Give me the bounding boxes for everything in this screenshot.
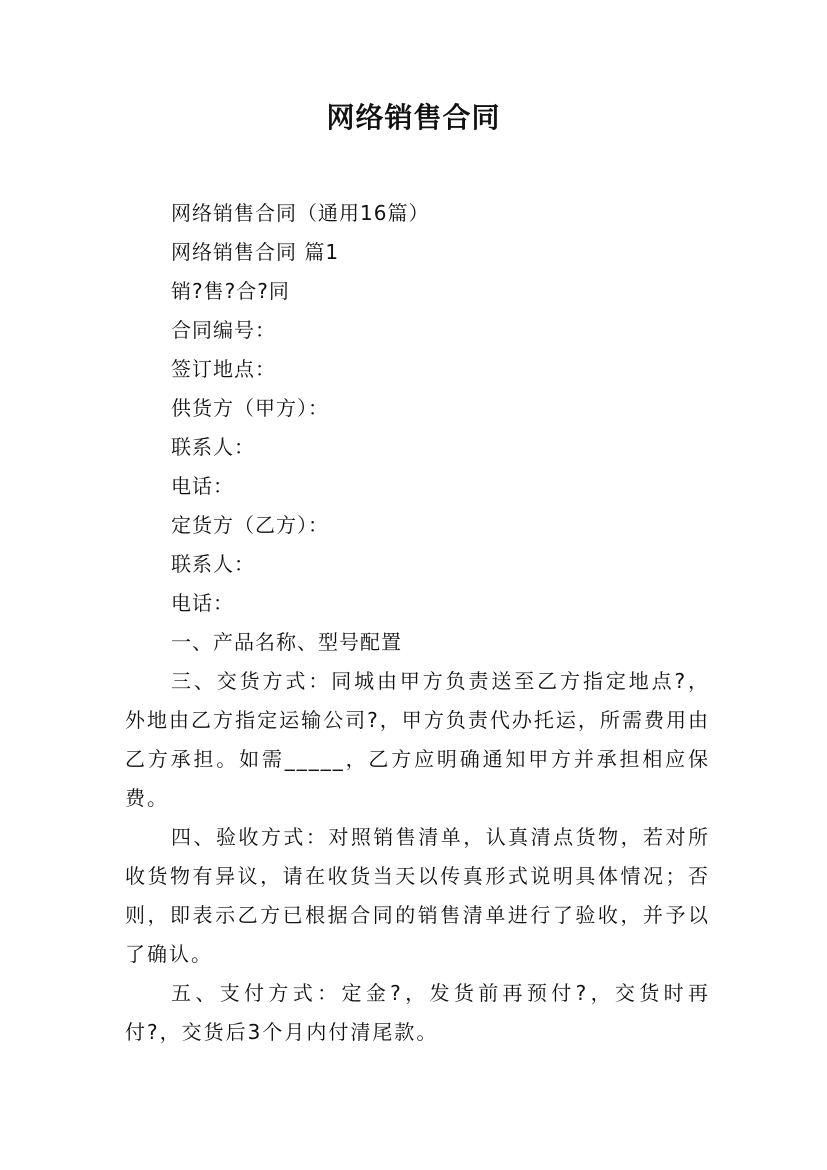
clause-payment: 五、支付方式：定金?，发货前再预付?，交货时再付?，交货后3个月内付清尾款。 [125,981,710,1044]
supplier-phone-field: 电话： [171,474,234,498]
supplier-contact-field: 联系人： [171,435,255,459]
contract-number-field: 合同编号： [171,318,276,342]
clause-delivery: 三、交货方式：同城由甲方负责送至乙方指定地点?，外地由乙方指定运输公司?，甲方负责代办托运，所需费用由乙方承担。如需_____，乙方应明确通知甲方并承担相应保费。 [125,669,710,810]
supplier-field: 供货方（甲方）： [171,396,329,420]
buyer-phone-field: 电话： [171,591,234,615]
contract-heading: 销?售?合?同 [171,279,290,303]
buyer-field: 定货方（乙方）： [171,513,329,537]
document-title: 网络销售合同 [326,101,501,134]
section-heading: 网络销售合同 篇1 [171,240,340,264]
clause-acceptance: 四、验收方式：对照销售清单，认真清点货物，若对所收货物有异议，请在收货当天以传真形式说明具体情况；否则，即表示乙方已根据合同的销售清单进行了验收，并予以了确认。 [125,825,710,966]
signing-place-field: 签订地点： [171,357,276,381]
document-body [125,194,710,1052]
buyer-contact-field: 联系人： [171,552,255,576]
clause-product-heading: 一、产品名称、型号配置 [171,630,402,654]
subtitle-line: 网络销售合同（通用16篇） [171,201,430,225]
